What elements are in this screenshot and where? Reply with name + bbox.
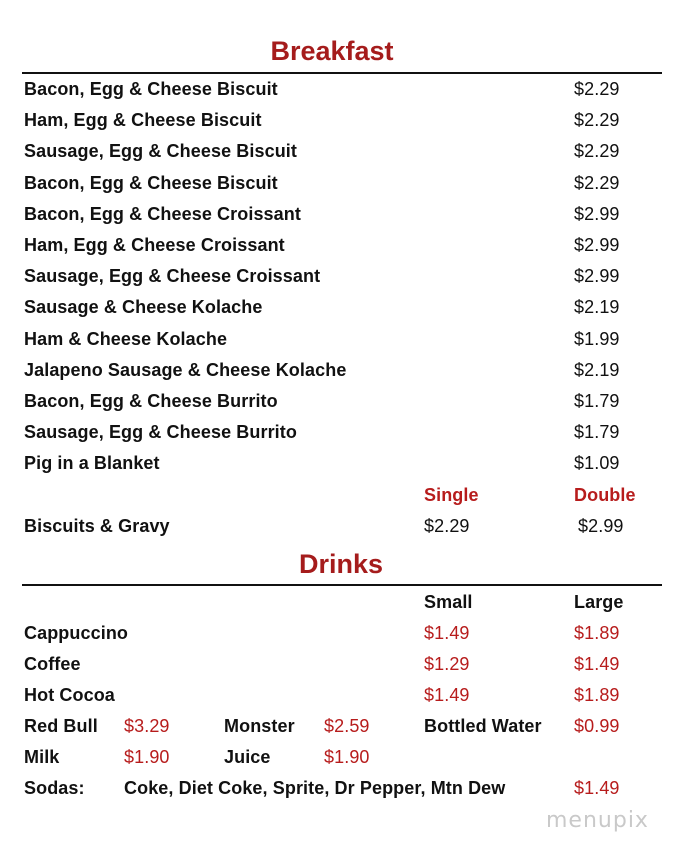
breakfast-title: Breakfast <box>270 36 394 66</box>
menu-item-name: Pig in a Blanket <box>24 453 160 474</box>
drink-price: $1.90 <box>124 747 170 767</box>
menu-item-name: Bacon, Egg & Cheese Burrito <box>24 391 278 411</box>
menu-item-price: $2.29 <box>574 110 620 131</box>
menu-item-name: Ham & Cheese Kolache <box>24 328 228 349</box>
drink-name: Hot Cocoa <box>24 685 115 705</box>
watermark-logo: menupix <box>546 808 649 833</box>
menu-item-name: Sausage, Egg & Cheese Croissant <box>24 266 321 287</box>
drink-name: Bottled Water <box>424 716 542 736</box>
sodas-price: $1.49 <box>574 778 620 798</box>
menu-item-name: Bacon, Egg & Cheese Biscuit <box>24 79 278 99</box>
drink-name: Milk <box>24 747 60 767</box>
menu-item-price: $1.99 <box>574 328 620 349</box>
menu-item-price: $2.19 <box>574 297 620 318</box>
drink-name: Monster <box>224 716 295 736</box>
drink-name: Red Bull <box>24 716 98 736</box>
small-header: Small <box>424 592 473 612</box>
menu-item-name: Ham, Egg & Cheese Biscuit <box>24 110 262 131</box>
drink-name: Cappuccino <box>24 623 129 643</box>
menu-item-name: Sausage, Egg & Cheese Biscuit <box>24 141 297 162</box>
menu-item-price: $2.99 <box>574 235 620 255</box>
menu-item-price: $2.99 <box>574 203 620 224</box>
drinks-divider <box>22 584 662 586</box>
drink-small-price: $1.29 <box>424 654 470 674</box>
menu-item-price: $2.29 <box>574 79 620 99</box>
menu-item-price: $1.79 <box>574 422 620 443</box>
menu-item-name: Sausage, Egg & Cheese Burrito <box>24 422 297 443</box>
menu-item-name: Ham, Egg & Cheese Croissant <box>24 235 285 255</box>
drinks-title: Drinks <box>298 549 384 579</box>
drink-large-price: $1.89 <box>574 685 620 705</box>
drink-price: $1.90 <box>324 747 370 767</box>
menu-item-price: $2.29 <box>574 141 620 162</box>
menu-item-name: Jalapeno Sausage & Cheese Kolache <box>24 359 347 380</box>
drink-price: $3.29 <box>124 716 170 736</box>
gravy-single-price: $2.29 <box>424 516 470 536</box>
double-header: Double <box>574 485 636 505</box>
menu-item-price: $2.19 <box>574 359 620 380</box>
drink-name: Coffee <box>24 654 81 674</box>
breakfast-divider <box>22 72 662 74</box>
menu-item-name: Bacon, Egg & Cheese Biscuit <box>24 172 278 193</box>
drink-name: Juice <box>224 747 271 767</box>
menu-item-name: Bacon, Egg & Cheese Croissant <box>24 203 301 224</box>
menu-item-name: Sausage & Cheese Kolache <box>24 297 263 318</box>
drink-large-price: $1.49 <box>574 654 620 674</box>
gravy-double-price: $2.99 <box>578 516 624 536</box>
drink-small-price: $1.49 <box>424 623 470 643</box>
menu-item-price: $2.99 <box>574 266 620 287</box>
drink-price: $2.59 <box>324 716 370 736</box>
gravy-name: Biscuits & Gravy <box>24 516 170 536</box>
drink-price: $0.99 <box>574 716 620 736</box>
drink-large-price: $1.89 <box>574 623 620 643</box>
single-header: Single <box>424 485 479 505</box>
large-header: Large <box>574 592 624 612</box>
sodas-label: Sodas: <box>24 778 85 798</box>
menu-item-price: $1.09 <box>574 453 620 474</box>
menu-item-price: $2.29 <box>574 172 620 193</box>
sodas-list: Coke, Diet Coke, Sprite, Dr Pepper, Mtn Dew <box>124 778 506 798</box>
menu-item-price: $1.79 <box>574 391 620 411</box>
drink-small-price: $1.49 <box>424 685 470 705</box>
